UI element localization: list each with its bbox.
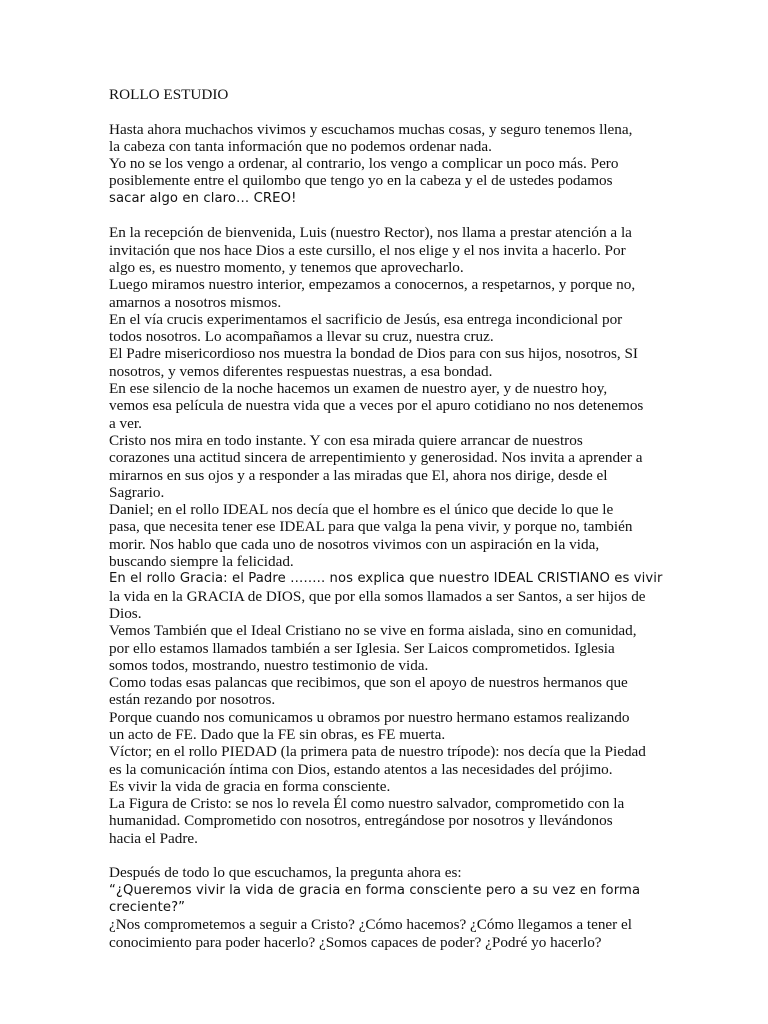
text-line: En la recepción de bienvenida, Luis (nuestro Rector), nos llama a prestar atención a la [109,224,632,242]
paragraph-question [109,864,669,950]
text-line: Es vivir la vida de gracia en forma consciente. [109,777,391,795]
text-line: hacia el Padre. [109,829,198,847]
text-line: somos todos, mostrando, nuestro testimonio de vida. [109,656,429,674]
text-line: posiblemente entre el quilombo que tengo yo en la cabeza y el de ustedes podamos [109,172,613,190]
text-line: Porque cuando nos comunicamos u obramos por nuestro hermano estamos realizando [109,708,630,726]
text-line: invitación que nos hace Dios a este cursillo, el nos elige y el nos invita a hacerlo. Por [109,241,626,259]
text-line: El Padre misericordioso nos muestra la bondad de Dios para con sus hijos, nosotros, SI [109,345,638,363]
text-line: Como todas esas palancas que recibimos, que son el apoyo de nuestros hermanos que [109,674,628,692]
text-line: nosotros, y vemos diferentes respuestas nuestras, a esa bondad. [109,362,493,380]
text-line: algo es, es nuestro momento, y tenemos que aprovecharlo. [109,258,464,276]
text-line: Daniel; en el rollo IDEAL nos decía que el hombre es el único que decide lo que le [109,501,614,519]
text-line: amarnos a nosotros mismos. [109,293,282,311]
text-line: En ese silencio de la noche hacemos un examen de nuestro ayer, y de nuestro hoy, [109,380,608,398]
text-line: un acto de FE. Dado que la FE sin obras, es FE muerta. [109,725,446,743]
paragraph-intro [109,121,669,207]
text-line: todos nosotros. Lo acompañamos a llevar su cruz, nuestra cruz. [109,328,494,346]
text-line: pasa, que necesita tener ese IDEAL para que valga la pena vivir, y porque no, también [109,518,633,536]
text-line: morir. Nos hablo que cada uno de nosotros vivimos con un aspiración en la vida, [109,535,600,553]
text-line: a ver. [109,414,142,432]
text-line: Luego miramos nuestro interior, empezamos a conocernos, a respetarnos, y porque no, [109,276,636,294]
paragraph-gap [109,207,669,224]
text-line: mirarnos en sus ojos y a responder a las miradas que El, ahora nos dirige, desde el [109,466,608,484]
text-line: Dios. [109,604,142,622]
text-line: Cristo nos mira en todo instante. Y con esa mirada quiere arrancar de nuestros [109,431,583,449]
text-line: humanidad. Comprometido con nosotros, entregándose por nosotros y llevándonos [109,812,613,830]
document-title: ROLLO ESTUDIO [109,86,229,103]
quote-line: “¿Queremos vivir la vida de gracia en forma consciente pero a su vez en forma [109,882,641,898]
paragraph-gap [109,847,669,864]
text-line: sacar algo en claro… CREO! [109,190,297,206]
paragraph-summary [109,224,669,847]
text-line: la vida en la GRACIA de DIOS, que por ella somos llamados a ser Santos, a ser hijos de [109,587,646,605]
text-line: Sagrario. [109,483,165,501]
text-line: Víctor; en el rollo PIEDAD (la primera pata de nuestro trípode): nos decía que la Piedad [109,743,646,761]
text-line: Después de todo lo que escuchamos, la pregunta ahora es: [109,864,462,882]
text-line: La Figura de Cristo: se nos lo revela Él como nuestro salvador, comprometido con la [109,795,625,813]
text-line: Yo no se los vengo a ordenar, al contrario, los vengo a complicar un poco más. Pero [109,155,619,173]
text-line: están rezando por nosotros. [109,691,276,709]
text-line: corazones una actitud sincera de arrepentimiento y generosidad. Nos invita a aprender a [109,449,643,467]
text-line: buscando siempre la felicidad. [109,553,294,571]
text-line: ¿Nos comprometemos a seguir a Cristo? ¿Cómo hacemos? ¿Cómo llegamos a tener el [109,916,632,934]
text-line: es la comunicación íntima con Dios, estando atentos a las necesidades del prójimo. [109,760,613,778]
quote-line: creciente?” [109,899,186,915]
text-line: En el rollo Gracia: el Padre …….. nos explica que nuestro IDEAL CRISTIANO es vivir [109,571,663,587]
text-line: conocimiento para poder hacerlo? ¿Somos capaces de poder? ¿Podré yo hacerlo? [109,933,602,951]
text-line: vemos esa película de nuestra vida que a veces por el apuro cotidiano no nos detenemos [109,397,644,415]
document-page [109,86,669,951]
text-line: En el vía crucis experimentamos el sacrificio de Jesús, esa entrega incondicional por [109,310,623,328]
text-line: Hasta ahora muchachos vivimos y escuchamos muchas cosas, y seguro tenemos llena, [109,120,633,138]
text-line: por ello estamos llamados también a ser Iglesia. Ser Laicos comprometidos. Iglesia [109,639,615,657]
text-line: Vemos También que el Ideal Cristiano no se vive en forma aislada, sino en comunidad, [109,622,637,640]
text-line: la cabeza con tanta información que no podemos ordenar nada. [109,137,492,155]
